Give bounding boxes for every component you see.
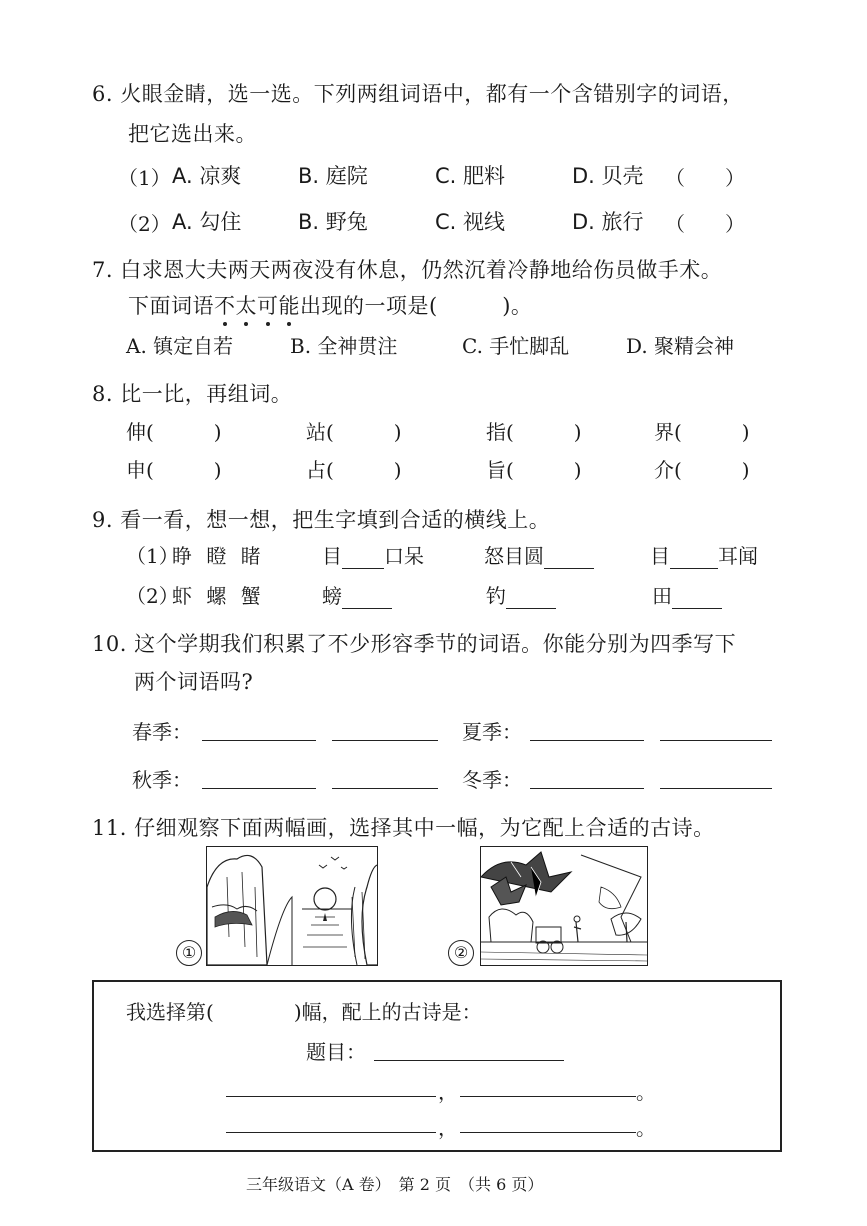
q8-row1-item[interactable]: 界( ) — [654, 420, 750, 444]
q11-poem-line-2b[interactable] — [460, 1132, 636, 1133]
q7-option-d[interactable]: D. 聚精会神 — [626, 334, 735, 358]
q9-row1-word2 — [484, 540, 594, 569]
q9-word-part: 螃 — [322, 584, 342, 608]
q10-summer-label: 夏季： — [462, 720, 522, 744]
q7-title: 7. 白求恩大夫两天两夜没有休息，仍然沉着冷静地给伤员做手术。 — [92, 258, 723, 282]
mountain-river-illustration — [207, 847, 377, 965]
q11-answer-pre: 我选择第( — [126, 1000, 214, 1024]
q7-emphasis-char: 可 — [257, 294, 279, 318]
q6-row1-num: （1） — [118, 166, 171, 190]
q9-row2-word1 — [322, 580, 392, 609]
q11-poem-period: 。 — [636, 1080, 656, 1104]
q10-summer-blank-1[interactable] — [530, 740, 644, 741]
q10-title: 10. 这个学期我们积累了不少形容季节的词语。你能分别为四季写下 — [92, 632, 737, 656]
q11-answer-post: )幅，配上的古诗是： — [293, 1000, 482, 1024]
q9-blank[interactable] — [506, 588, 556, 609]
q8-row2-item[interactable]: 介( ) — [654, 458, 750, 482]
q9-word-part: 目 — [322, 544, 342, 568]
q11-answer-box — [92, 980, 782, 1152]
q11-poem-comma: ， — [438, 1116, 458, 1140]
q6-row2-num: （2） — [118, 212, 171, 236]
picture-1-sunset-mountains[interactable] — [206, 846, 378, 966]
picture-2-autumn-maple[interactable] — [480, 846, 648, 966]
q9-blank[interactable] — [342, 588, 392, 609]
q10-spring-blank-2[interactable] — [332, 740, 438, 741]
q7-emphasis-char: 能 — [278, 294, 300, 318]
q9-blank[interactable] — [670, 548, 718, 569]
q10-summer-blank-2[interactable] — [660, 740, 772, 741]
q7-line2-pre: 下面词语 — [128, 294, 214, 318]
q9-row1-chars: 睁 瞪 睹 — [172, 544, 265, 568]
q8-row2-item[interactable]: 申( ) — [126, 458, 222, 482]
q6-row1-answer-paren[interactable]: （ ） — [665, 166, 745, 190]
page-footer: 三年级语文（A 卷） 第 2 页 （共 6 页） — [246, 1175, 544, 1194]
q6-title-line2: 把它选出来。 — [128, 122, 257, 146]
q6-row1-option-d[interactable]: D. 贝壳 — [572, 164, 644, 188]
q11-title: 11. 仔细观察下面两幅画，选择其中一幅，为它配上合适的古诗。 — [92, 816, 715, 840]
q8-row2-item[interactable]: 占( ) — [306, 458, 402, 482]
q9-word-part: 怒目圆 — [484, 544, 544, 568]
q11-poem-line-1b[interactable] — [460, 1096, 636, 1097]
q10-spring-label: 春季： — [132, 720, 192, 744]
q9-row2-num: （2） — [126, 584, 179, 608]
q9-row2-word2 — [486, 580, 556, 609]
q8-title: 8. 比一比，再组词。 — [92, 382, 293, 406]
q9-word-part: 耳闻 — [718, 544, 758, 568]
q9-row2-chars: 虾 螺 蟹 — [172, 584, 265, 608]
picture-1-number: ① — [176, 940, 202, 966]
q6-row1-option-b[interactable]: B. 庭院 — [298, 164, 368, 188]
picture-2-number: ② — [448, 940, 474, 966]
q6-title: 6. 火眼金睛，选一选。下列两组词语中，都有一个含错别字的词语， — [92, 82, 744, 106]
q9-word-part: 口呆 — [384, 544, 424, 568]
q9-word-part: 钓 — [486, 584, 506, 608]
q7-option-a[interactable]: A. 镇定自若 — [126, 334, 234, 358]
q8-row1-item[interactable]: 站( ) — [306, 420, 402, 444]
q7-line2-post[interactable]: 出现的一项是( )。 — [300, 294, 533, 318]
q6-row1-option-a[interactable]: A. 凉爽 — [172, 164, 242, 188]
q9-row1-word3 — [650, 540, 758, 569]
q11-answer-prompt — [126, 996, 482, 1025]
q10-winter-blank-1[interactable] — [530, 788, 644, 789]
q9-row2-word3 — [652, 580, 722, 609]
q11-poem-line-1a[interactable] — [226, 1096, 436, 1097]
q9-word-part: 目 — [650, 544, 670, 568]
q6-row2-answer-paren[interactable]: （ ） — [665, 212, 745, 236]
q11-poem-period: 。 — [636, 1116, 656, 1140]
q6-row2-option-a[interactable]: A. 勾住 — [172, 210, 242, 234]
q11-poem-comma: ， — [438, 1080, 458, 1104]
q9-blank[interactable] — [544, 548, 594, 569]
q7-option-c[interactable]: C. 手忙脚乱 — [462, 334, 570, 358]
q11-topic-blank[interactable] — [374, 1060, 564, 1061]
q7-option-b[interactable]: B. 全神贯注 — [290, 334, 398, 358]
q10-winter-blank-2[interactable] — [660, 788, 772, 789]
q9-blank[interactable] — [672, 588, 722, 609]
q6-row2-option-c[interactable]: C. 视线 — [435, 210, 506, 234]
q10-autumn-blank-1[interactable] — [202, 788, 316, 789]
q8-row1-item[interactable]: 伸( ) — [126, 420, 222, 444]
q7-emphasis-char: 太 — [235, 294, 257, 318]
q9-title: 9. 看一看，想一想，把生字填到合适的横线上。 — [92, 508, 551, 532]
q6-row2-option-b[interactable]: B. 野兔 — [298, 210, 368, 234]
maple-leaves-cart-illustration — [481, 847, 647, 965]
q10-spring-blank-1[interactable] — [202, 740, 316, 741]
q10-winter-label: 冬季： — [462, 768, 522, 792]
q9-blank[interactable] — [342, 548, 384, 569]
q10-title-line2: 两个词语吗? — [134, 670, 254, 694]
q11-topic-label: 题目： — [306, 1040, 366, 1064]
q10-autumn-label: 秋季： — [132, 768, 192, 792]
q9-word-part: 田 — [652, 584, 672, 608]
q10-autumn-blank-2[interactable] — [332, 788, 438, 789]
q7-line2 — [128, 290, 532, 320]
q8-row2-item[interactable]: 旨( ) — [486, 458, 582, 482]
q9-row1-num: （1） — [126, 544, 179, 568]
q6-row1-option-c[interactable]: C. 肥料 — [435, 164, 506, 188]
q6-row2-option-d[interactable]: D. 旅行 — [572, 210, 644, 234]
q9-row1-word1 — [322, 540, 424, 569]
q8-row1-item[interactable]: 指( ) — [486, 420, 582, 444]
q11-poem-line-2a[interactable] — [226, 1132, 436, 1133]
q7-emphasis-char: 不 — [214, 294, 236, 318]
